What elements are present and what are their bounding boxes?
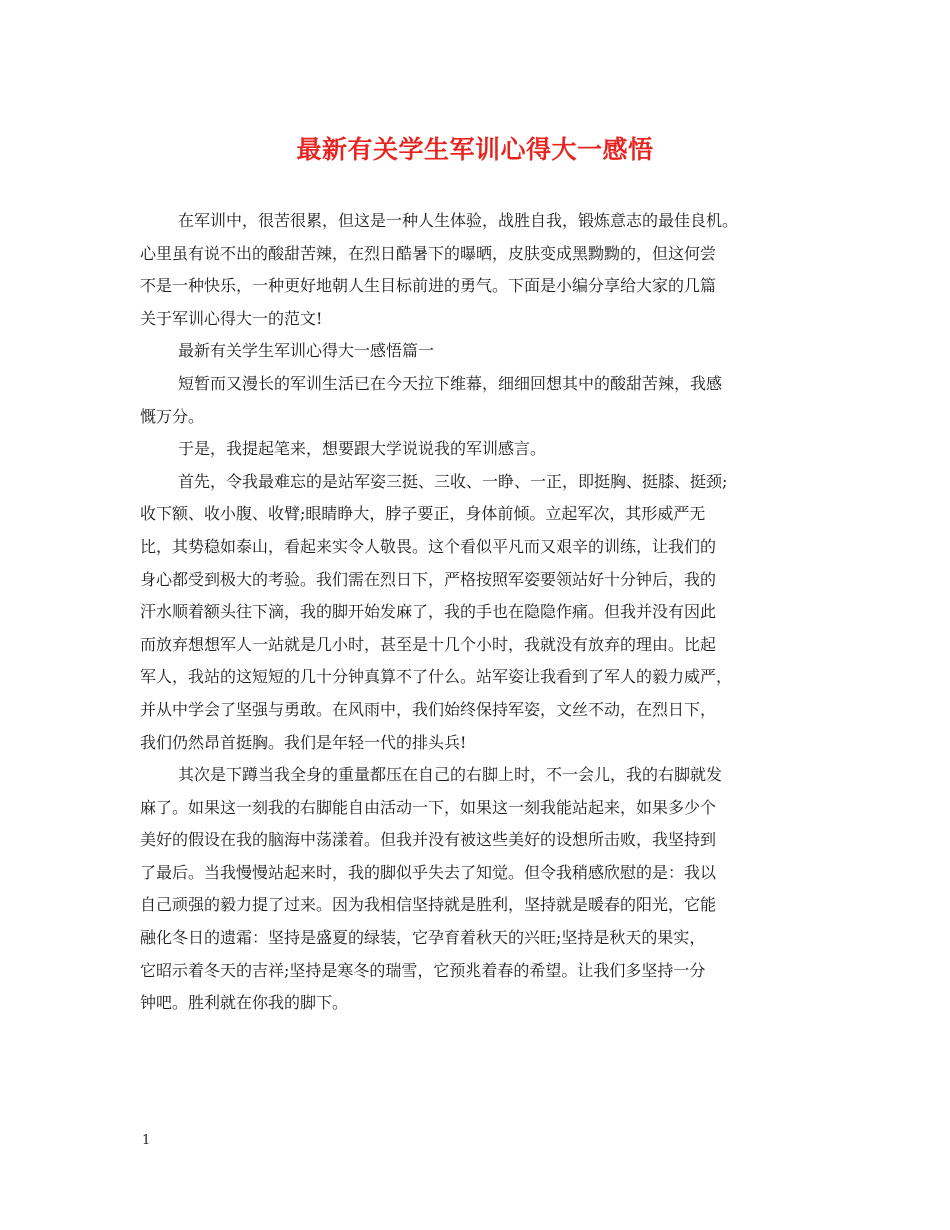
paragraph-line: 美好的假设在我的脑海中荡漾着。但我并没有被这些美好的设想所击败，我坚持到 bbox=[140, 830, 717, 850]
paragraph-line: 融化冬日的遗霜：坚持是盛夏的绿装，它孕育着秋天的兴旺;坚持是秋天的果实， bbox=[140, 928, 706, 948]
paragraph-line: 在军训中，很苦很累，但这是一种人生体验，战胜自我，锻炼意志的最佳良机。 bbox=[178, 211, 739, 230]
paragraph-line: 关于军训心得大一的范文! bbox=[140, 308, 323, 328]
paragraph-line: 而放弃想想军人一站就是几小时，甚至是十几个小时，我就没有放弃的理由。比起 bbox=[140, 634, 717, 654]
paragraph-line: 它昭示着冬天的吉祥;坚持是寒冬的瑞雪，它预兆着春的希望。让我们多坚持一分 bbox=[140, 960, 706, 980]
paragraph-line: 比，其势稳如泰山，看起来实令人敬畏。这个看似平凡而又艰辛的训练，让我们的 bbox=[140, 536, 717, 556]
paragraph-line: 自己顽强的毅力提了过来。因为我相信坚持就是胜利，坚持就是暖春的阳光，它能 bbox=[140, 895, 717, 915]
section-heading: 最新有关学生军训心得大一感悟篇一 bbox=[178, 341, 435, 361]
paragraph-line: 麻了。如果这一刻我的右脚能自由活动一下，如果这一刻我能站起来，如果多少个 bbox=[140, 797, 717, 817]
document-title: 最新有关学生军训心得大一感悟 bbox=[296, 135, 654, 164]
paragraph-line: 首先，令我最难忘的是站军姿三挺、三收、一睁、一正，即挺胸、挺膝、挺颈; bbox=[178, 471, 728, 491]
paragraph-line: 于是，我提起笔来，想要跟大学说说我的军训感言。 bbox=[178, 439, 547, 459]
paragraph-line: 并从中学会了坚强与勇敢。在风雨中，我们始终保持军姿，文丝不动，在烈日下， bbox=[140, 699, 717, 719]
paragraph-line: 军人，我站的这短短的几十分钟真算不了什么。站军姿让我看到了军人的毅力威严， bbox=[140, 667, 733, 687]
page-number: 1 bbox=[142, 1133, 151, 1148]
paragraph-line: 身心都受到极大的考验。我们需在烈日下，严格按照军姿要领站好十分钟后，我的 bbox=[140, 569, 717, 589]
paragraph-line: 短暂而又漫长的军训生活已在今天拉下维幕，细细回想其中的酸甜苦辣，我感 bbox=[178, 373, 723, 393]
paragraph-line: 汗水顺着额头往下滴，我的脚开始发麻了，我的手也在隐隐作痛。但我并没有因此 bbox=[140, 602, 717, 622]
paragraph-line: 不是一种快乐，一种更好地朝人生目标前进的勇气。下面是小编分享给大家的几篇 bbox=[140, 276, 717, 296]
paragraph-line: 钟吧。胜利就在你我的脚下。 bbox=[140, 993, 349, 1013]
paragraph-line: 慨万分。 bbox=[140, 406, 205, 426]
paragraph-line: 其次是下蹲当我全身的重量都压在自己的右脚上时，不一会儿，我的右脚就发 bbox=[178, 765, 723, 785]
paragraph-line: 收下额、收小腹、收臂;眼睛睁大，脖子要正，身体前倾。立起军次，其形威严无 bbox=[140, 504, 706, 524]
document-body bbox=[140, 205, 830, 1020]
paragraph-line: 了最后。当我慢慢站起来时，我的脚似乎失去了知觉。但令我稍感欣慰的是：我以 bbox=[140, 862, 717, 882]
paragraph-line: 心里虽有说不出的酸甜苦辣，在烈日酷暑下的曝晒，皮肤变成黑黝黝的，但这何尝 bbox=[140, 243, 717, 263]
paragraph-line: 我们仍然昂首挺胸。我们是年轻一代的排头兵! bbox=[140, 732, 467, 752]
